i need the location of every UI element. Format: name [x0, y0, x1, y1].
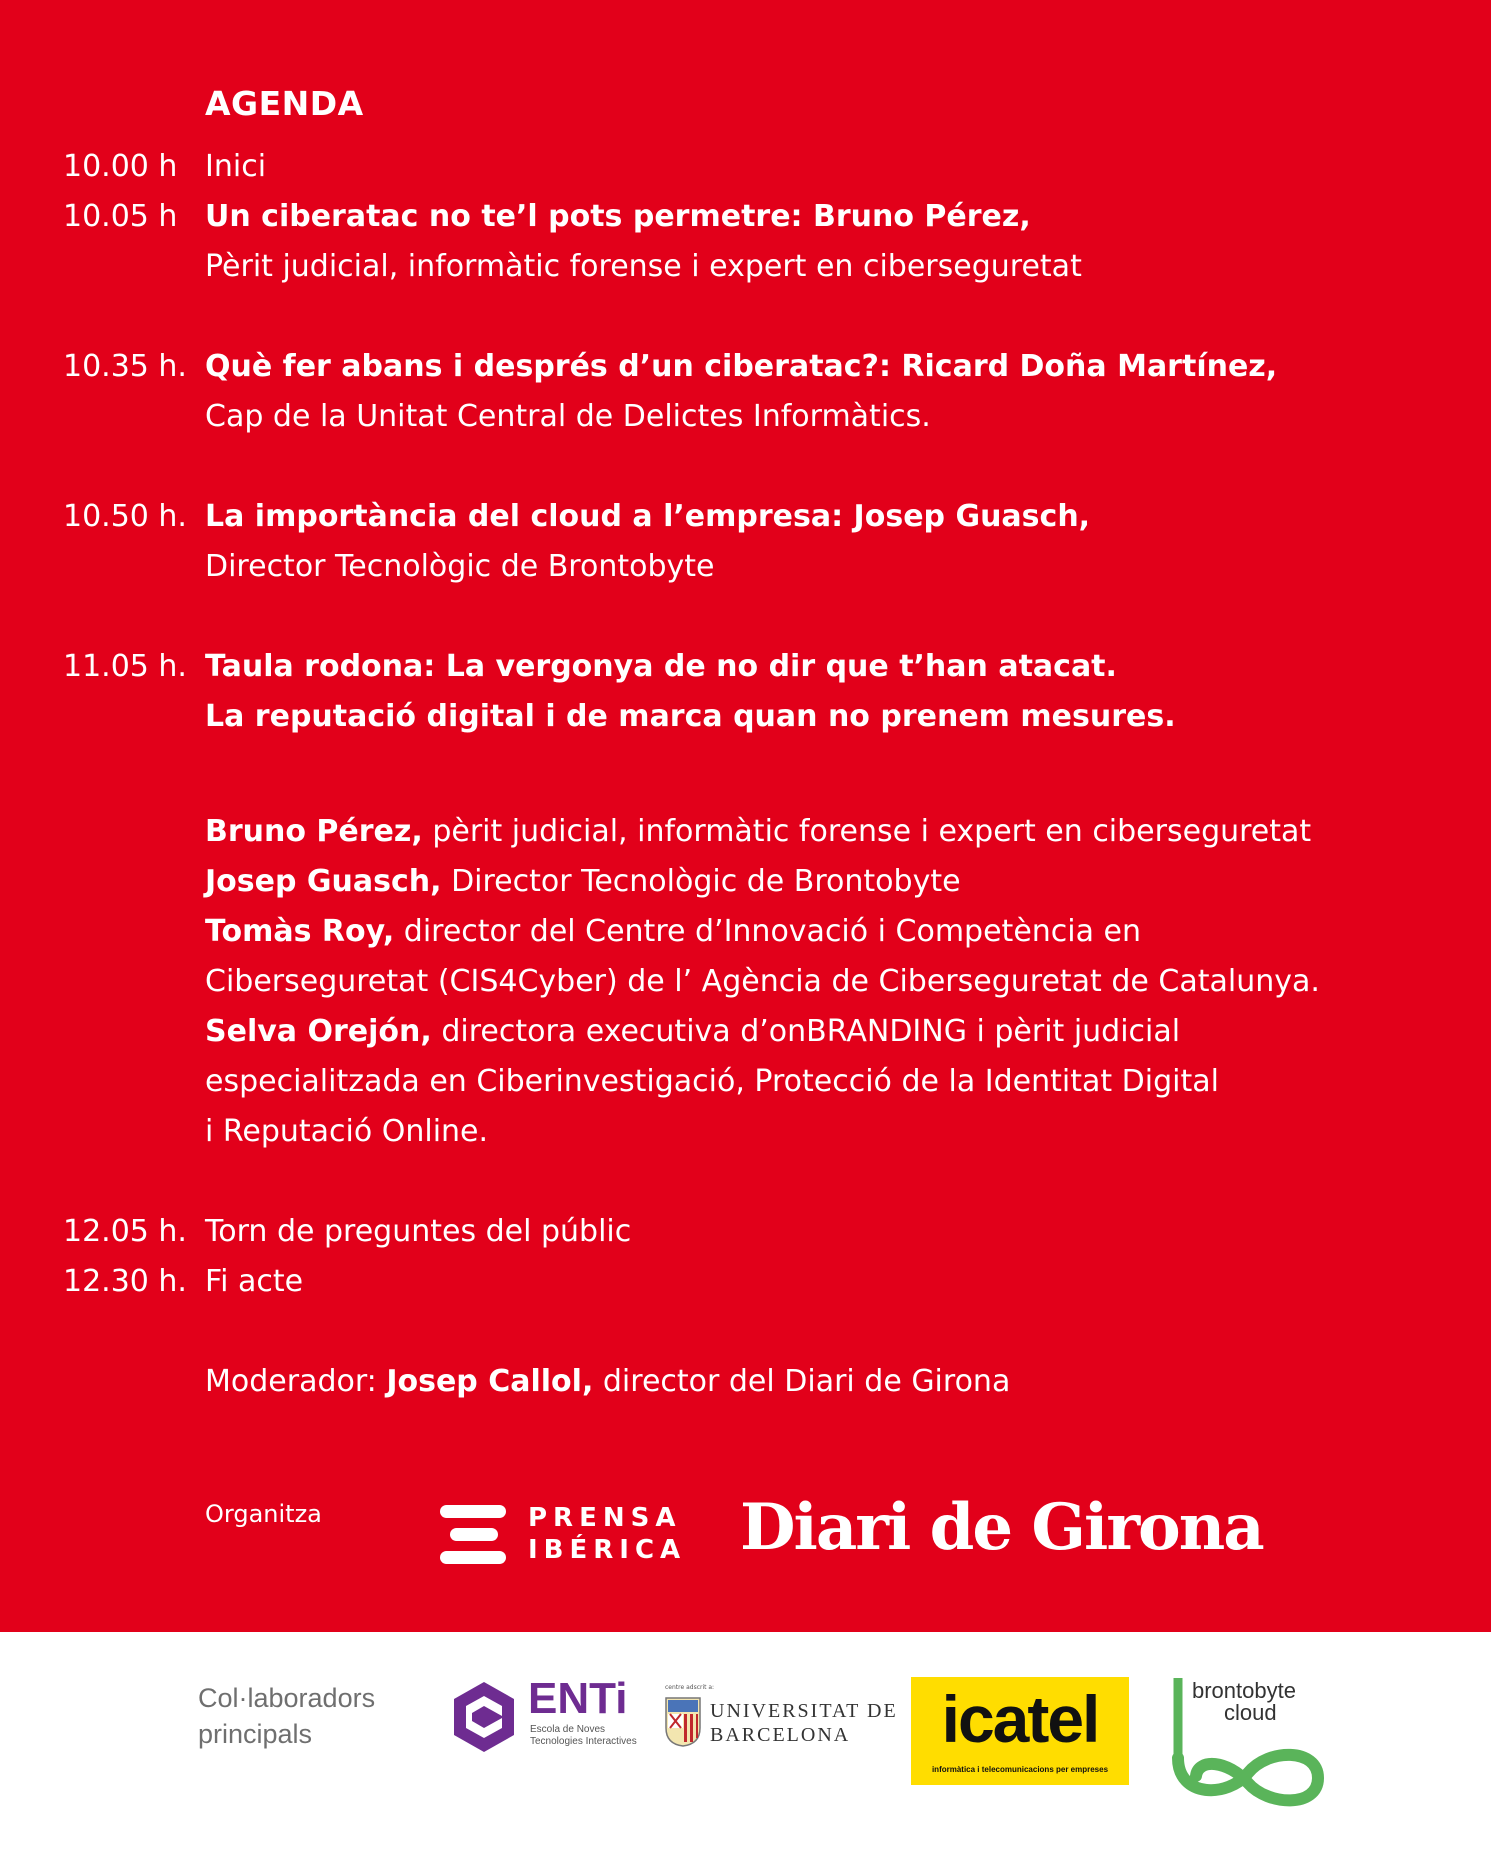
agenda-talk-title: La importància del cloud a l’empresa: Josep Guasch,	[205, 499, 1091, 534]
agenda-time: 10.00 h	[63, 149, 178, 184]
agenda-time: 12.05 h.	[63, 1214, 187, 1249]
ub-affiliation-note: centre adscrit a:	[665, 1684, 715, 1691]
agenda-item-detail	[0, 242, 1491, 292]
panelist	[0, 857, 1491, 907]
agenda-title: AGENDA	[205, 84, 364, 123]
agenda-speaker-role: Director Tecnològic de Brontobyte	[205, 549, 715, 584]
agenda-item	[0, 492, 1491, 542]
panelist	[0, 1007, 1491, 1057]
prensa-iberica-mark-icon	[440, 1505, 506, 1565]
enti-subtitle-line: Tecnologies Interactives	[530, 1736, 637, 1747]
brontobyte-word: cloud	[1224, 1700, 1277, 1725]
universitat-de-barcelona-logo	[662, 1684, 898, 1764]
organizer-label: Organitza	[205, 1500, 322, 1528]
panelist-role: director del Centre d’Innovació i Competència en	[403, 914, 1142, 949]
icatel-logo	[911, 1677, 1129, 1785]
collaborators-footer	[0, 1632, 1491, 1862]
collaborators-label-line: Col·laboradors	[198, 1683, 376, 1713]
agenda-item	[0, 1207, 1491, 1257]
panelist-role: especialitzada en Ciberinvestigació, Protecció de la Identitat Digital	[205, 1064, 1219, 1099]
ub-shield-icon	[664, 1696, 702, 1748]
panelist-role: Ciberseguretat (CIS4Cyber) de l’ Agència de Ciberseguretat de Catalunya.	[205, 964, 1320, 999]
panelist-name: Josep Guasch,	[205, 864, 442, 899]
panelist	[0, 907, 1491, 957]
collaborators-label-line: principals	[198, 1719, 313, 1749]
panelist-role: directora executiva d’onBRANDING i pèrit judicial	[441, 1014, 1181, 1049]
panelist-role-line	[0, 1057, 1491, 1107]
agenda-item	[0, 1257, 1491, 1307]
agenda-time: 10.35 h.	[63, 349, 187, 384]
panelist-role: Director Tecnològic de Brontobyte	[451, 864, 961, 899]
agenda-item-detail	[0, 542, 1491, 592]
panelist-role: pèrit judicial, informàtic forense i expert en ciberseguretat	[432, 814, 1312, 849]
agenda-item-detail	[0, 692, 1491, 742]
agenda-item	[0, 192, 1491, 242]
agenda-time: 10.50 h.	[63, 499, 187, 534]
agenda-speaker-role: Pèrit judicial, informàtic forense i expert en ciberseguretat	[205, 249, 1082, 284]
agenda-text: Torn de preguntes del públic	[205, 1214, 632, 1249]
panelist-role-line	[0, 1107, 1491, 1157]
agenda-talk-title: Un ciberatac no te’l pots permetre: Bruno Pérez,	[205, 199, 1031, 234]
agenda-text: Inici	[205, 149, 267, 184]
moderator-role: director del Diari de Girona	[602, 1364, 1011, 1399]
panelist-name: Tomàs Roy,	[205, 914, 395, 949]
panelist-role-line	[0, 957, 1491, 1007]
round-table-subtitle: La reputació digital i de marca quan no prenem mesures.	[205, 699, 1176, 734]
panelist-name: Bruno Pérez,	[205, 814, 423, 849]
prensa-iberica-word: IBÉRICA	[528, 1535, 687, 1565]
moderator-name: Josep Callol,	[386, 1364, 594, 1399]
brontobyte-word: brontobyte	[1192, 1678, 1296, 1703]
panelist-role: i Reputació Online.	[205, 1114, 489, 1149]
agenda-time: 11.05 h.	[63, 649, 187, 684]
agenda-time: 12.30 h.	[63, 1264, 187, 1299]
agenda-item-detail	[0, 392, 1491, 442]
moderator	[0, 1357, 1491, 1407]
enti-hexagon-icon	[452, 1680, 516, 1754]
prensa-iberica-logo	[440, 1505, 690, 1565]
agenda-text: Fi acte	[205, 1264, 304, 1299]
ub-name-line: BARCELONA	[710, 1724, 851, 1746]
enti-logo	[452, 1674, 642, 1760]
agenda-item	[0, 342, 1491, 392]
prensa-iberica-word: PRENSA	[528, 1503, 682, 1533]
enti-word: ENTi	[528, 1674, 628, 1723]
agenda-speaker-role: Cap de la Unitat Central de Delictes Informàtics.	[205, 399, 931, 434]
round-table-title: Taula rodona: La vergonya de no dir que t’han atacat.	[205, 649, 1117, 684]
agenda-talk-title: Què fer abans i després d’un ciberatac?: Ricard Doña Martínez,	[205, 349, 1278, 384]
agenda-item	[0, 642, 1491, 692]
panelist-name: Selva Orejón,	[205, 1014, 432, 1049]
brontobyte-cloud-logo	[1168, 1678, 1338, 1808]
icatel-word: icatel	[941, 1682, 1099, 1756]
moderator-label: Moderador:	[205, 1364, 377, 1399]
agenda-item	[0, 142, 1491, 192]
collaborators-label	[198, 1680, 375, 1752]
diari-de-girona-logo: Diari de Girona	[740, 1490, 1263, 1565]
enti-subtitle-line: Escola de Noves	[530, 1724, 606, 1735]
icatel-tagline: informàtica i telecomunicacions per empreses	[931, 1765, 1109, 1774]
panelist	[0, 807, 1491, 857]
agenda-time: 10.05 h	[63, 199, 178, 234]
enti-subtitle	[530, 1724, 637, 1748]
ub-name-line: UNIVERSITAT DE	[710, 1700, 898, 1722]
